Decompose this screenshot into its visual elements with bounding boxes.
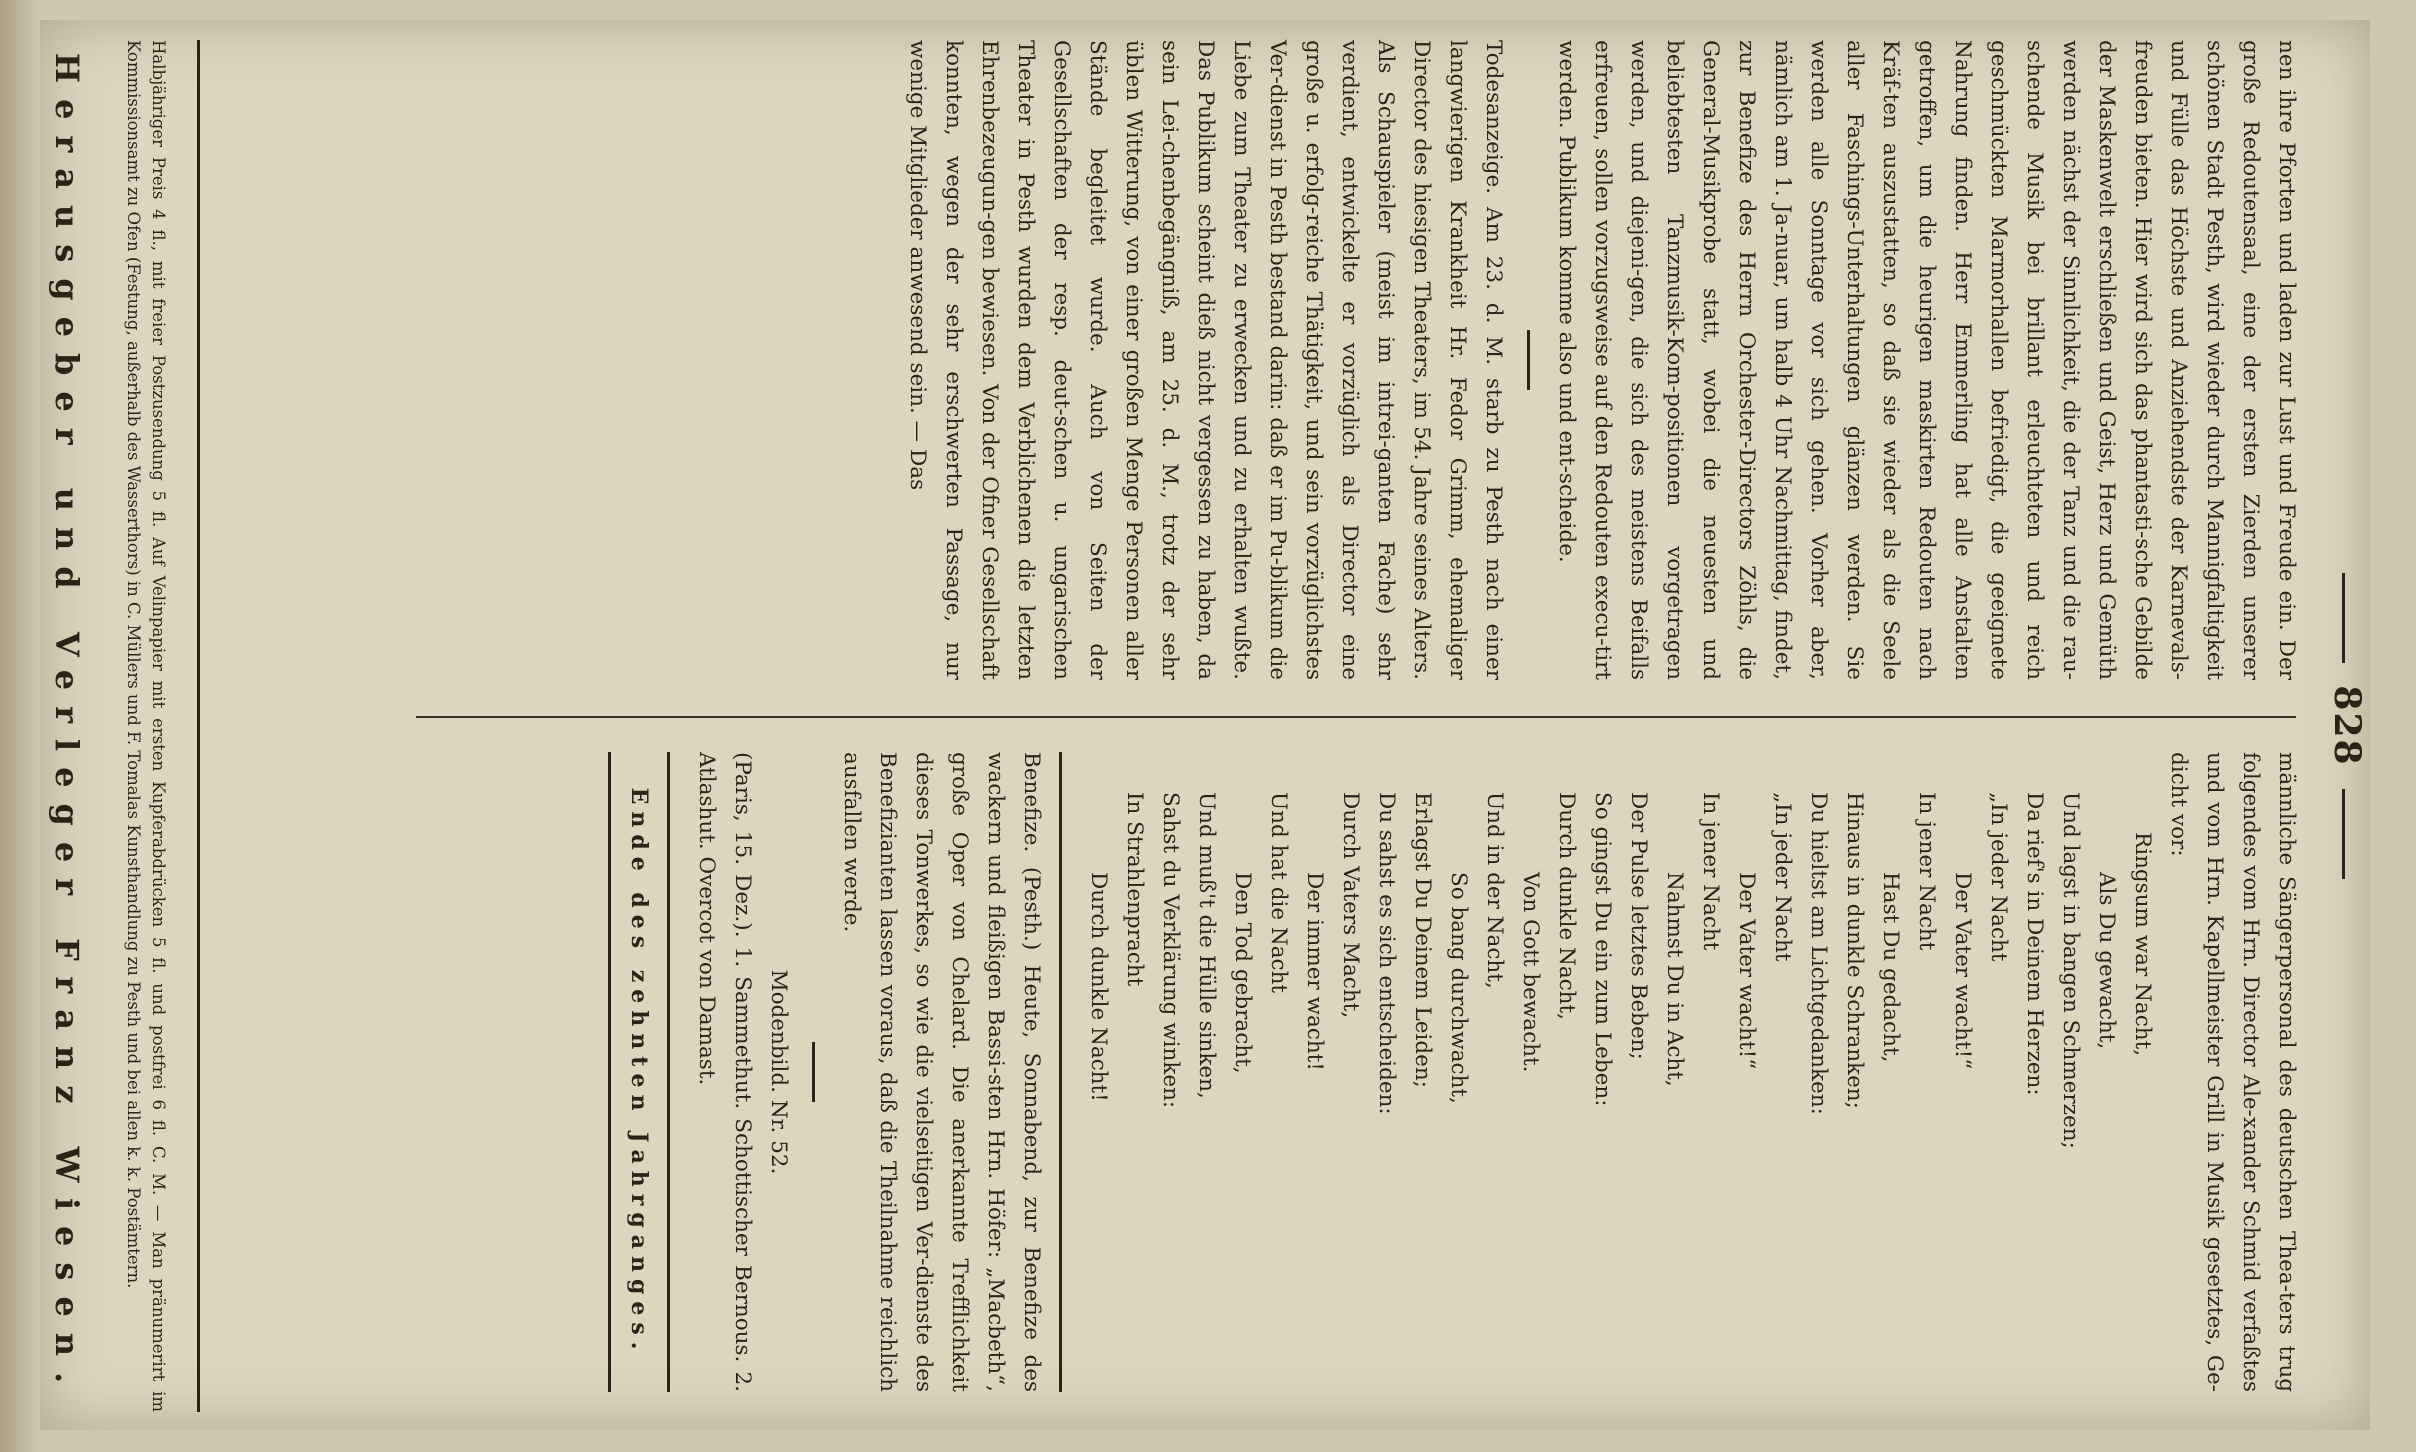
poem-line: Durch dunkle Nacht! (1086, 872, 1111, 1102)
poem-line: Hast Du gedacht, (1878, 872, 1903, 1063)
page-number-text: 828 (2326, 685, 2368, 767)
poem (1080, 752, 2160, 1392)
poem-line: Und hat die Nacht (1266, 792, 1291, 994)
poem-line: Und lagst in bangen Schmerzen; (2058, 792, 2083, 1149)
poem-line: Du sahst es sich entscheiden: (1374, 792, 1399, 1115)
poem-line: Der Pulse letztes Beben; (1626, 792, 1651, 1060)
death-notice-paragraph: Todesanzeige. Am 23. d. M. starb zu Pesth nach einer langwierigen Krankheit Hr. Fedor Grimm, ehemaliger Director des hiesigen Theaters, im 54. Jahre seines Alters. Als Schauspieler (meist im intrei-ganten Fache) sehr verdient, entwickelte er vorzüglich als Director eine große u. erfolg-reiche Thätigkeit, und sein vorzüglichstes Ver-dienst in Pesth bestand darin: daß er im Pu-blikum die Liebe zum Theater zu erwecken und zu erhalten wußte. Das Publikum scheint dieß nicht vergessen zu haben, da sein Lei-chenbegängniß, am 25. d. M., trotz der sehr üblen Witterung, von einer großen Menge Personen aller Stände begleitet wurde. Auch von Seiten der Gesellschaften der resp. deut-schen u. ungarischen Theater in Pesth wurden dem Verblichenen die letzten Ehrenbezeugun-gen bewiesen. Von der Ofner Gesellschaft konnten, wegen der sehr erschwerten Passage, nur wenige Mitglieder anwesend sein. — Das (905, 40, 1506, 680)
page-number-rule-left (2343, 573, 2346, 663)
section-divider (1527, 330, 1530, 390)
poem-line: „In jeder Nacht (1986, 792, 2011, 962)
modebild-text: (Paris, 15. Dez.). 1. Sammethut. Schottischer Bernous. 2. Atlashut. Overcot von Damast. (694, 752, 755, 1392)
poem-line: Der immer wacht! (1302, 872, 1327, 1071)
poem-line: So bang durchwacht, (1446, 872, 1471, 1104)
poem-line: „In jeder Nacht (1770, 792, 1795, 962)
volume-end-note: Ende des zehnten Jahrganges. (626, 787, 652, 1357)
page-number-rule-right (2343, 789, 2346, 879)
publisher-line: Herausgeber und Verleger Franz Wiesen. (48, 52, 86, 1400)
poem-line: Und in der Nacht, (1482, 792, 1507, 989)
poem-line: Durch dunkle Nacht, (1554, 792, 1579, 1020)
left-column (899, 40, 2304, 680)
benefize-rule (1059, 752, 1062, 1392)
poem-line: In Strahlenpracht (1122, 792, 1147, 987)
footer-rule (197, 40, 200, 1412)
page-number (2328, 40, 2368, 1412)
column-divider (416, 716, 2296, 718)
poem-line: Durch Vaters Macht, (1338, 792, 1363, 1019)
poem-line: Als Du gewacht, (2094, 872, 2119, 1050)
modebild-divider (812, 1042, 815, 1102)
poem-line: Erlagst Du Deinem Leiden; (1410, 792, 1435, 1088)
poem-line: Sahst du Verklärung winken: (1158, 792, 1183, 1109)
poem-line: Von Gott bewacht. (1518, 872, 1543, 1073)
end-note-rule-bottom (608, 752, 611, 1392)
poem-line: So gingst Du ein zum Leben: (1590, 792, 1615, 1107)
poem-line: Ringsum war Nacht, (2130, 832, 2155, 1057)
poem-line: Der Vater wacht!“ (1734, 872, 1759, 1070)
poem-line: In jener Nacht (1698, 792, 1723, 951)
subscription-price-note: Halbjähriger Preis 4 fl., mit freier Postzusendung 5 fl. Auf Velinpapier mit ersten Kupferabdrücken 5 fl. und postfrei 6 fl. C. M. — Man pränumerirt im Kommissionsamt zu Ofen (Festung, außerhalb des Wasserthors) in C. Müllers und F. Tomalas Kunsthandlung zu Pesth und bei allen k. k. Postämtern. (124, 40, 169, 1412)
end-note-rule-top (667, 752, 670, 1392)
poem-line: Und muß't die Hülle sinken, (1194, 792, 1219, 1099)
modebild-title: Modenbild. Nr. 52. (766, 969, 791, 1175)
right-column (608, 752, 2304, 1392)
poem-line: Der Vater wacht!“ (1950, 872, 1975, 1070)
poem-line: Da rief's in Deinem Herzen: (2022, 792, 2047, 1096)
poem-line: In jener Nacht (1914, 792, 1939, 951)
poem-line: Nahmst Du in Acht, (1662, 872, 1687, 1087)
poem-line: Den Tod gebracht, (1230, 872, 1255, 1074)
redoute-paragraph: nen ihre Pforten und laden zur Lust und Freude ein. Der große Redoutensaal, eine der ersten Zierden unserer schönen Stadt Pesth, wird wieder durch Mannigfaltigkeit und Fülle das Höchste und Anziehendste der Karnevals-freuden bieten. Hier wird sich das phantasti-sche Gebilde der Maskenwelt erschließen und Geist, Herz und Gemüth werden nächst der Sinnlichkeit, die der Tanz und die rau-schende Musik bei brillant erleuchteten und reich geschmückten Marmorhallen befriedigt, die geeignete Nahrung finden. Herr Emmerling hat alle Anstalten getroffen, um die heurigen maskirten Redouten nach Kräf-ten auszustatten, so daß sie wieder als die Seele aller Faschings-Unterhaltungen glänzen werden. Sie werden alle Sonntage vor sich gehen. Vorher aber, nämlich am 1. Ja-nuar, um halb 4 Uhr Nachmittag, findet, zur Benefize des Herrn Orchester-Directors Zöhls, die General-Musikprobe statt, wobei die neuesten und beliebtesten Tanzmusik-Kom-positionen vorgetragen werden, und diejeni-gen, die sich des meistens Beifalls erfreuen, sollen vorzugsweise auf den Redouten execu-tirt werden. Publikum komme also und ent-scheide. (1554, 40, 2299, 680)
poem-line: Du hieltst am Lichtgedanken: (1806, 792, 1831, 1115)
poem-intro: männliche Sängerpersonal des deutschen Thea-ters trug folgendes vom Hrn. Director Ale-xander Schmid verfaßtes und vom Hrn. Kapellmeister Grill in Musik gesetztes, Ge-dicht vor: (2166, 752, 2299, 1392)
poem-line: Hinaus in dunkle Schranken; (1842, 792, 1867, 1109)
benefize-paragraph: Benefize. (Pesth.) Heute, Sonnabend, zur Benefize des wackern und fleißigen Bassi-sten Hrn. Höfer: „Macbeth“, große Oper von Chelard. Die anerkannte Trefflichkeit dieses Tonwerkes, so wie die vielseitigen Ver-dienste des Benefizianten lassen voraus, daß die Theilnahme reichlich ausfallen werde. (839, 752, 1044, 1392)
